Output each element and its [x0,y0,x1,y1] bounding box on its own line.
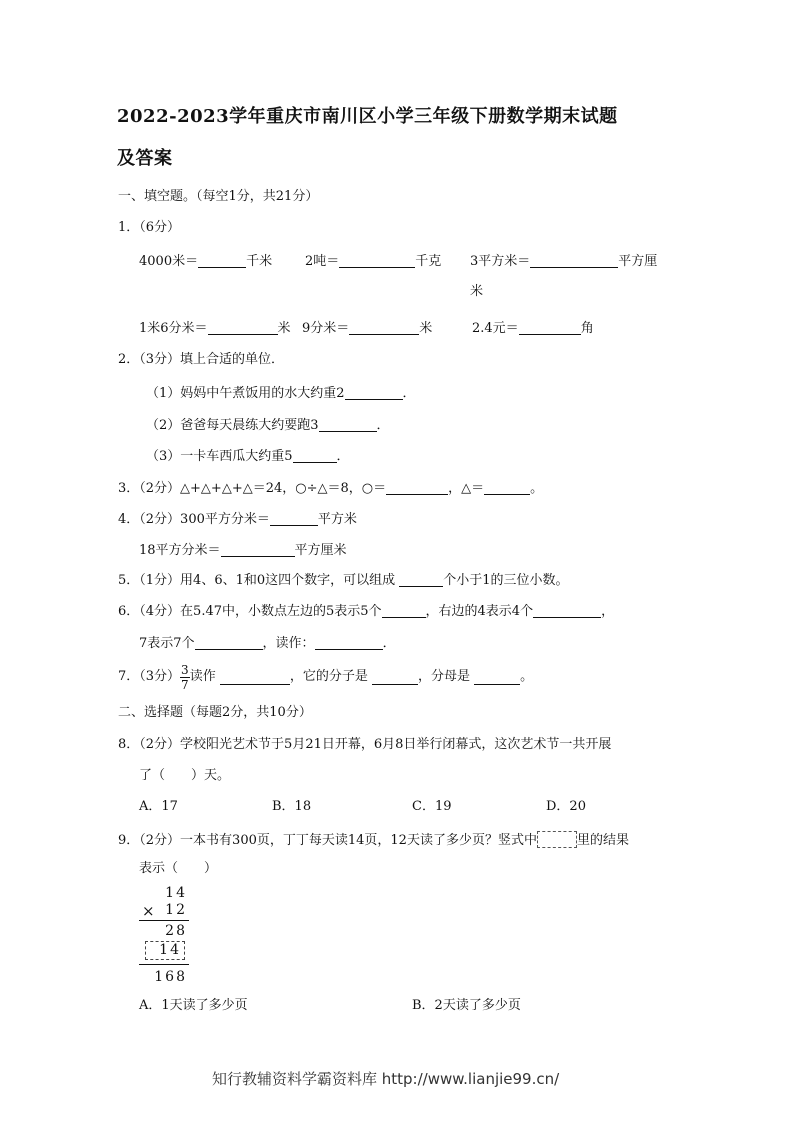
q1-item-b: 2吨＝ 千克 [305,254,442,269]
q8-option-d[interactable]: D．20 [546,799,586,814]
q8-option-c[interactable]: C．19 [412,799,452,814]
q4-line1: 4．（2分）300平方分米＝ 平方米 [118,512,357,527]
calc-product: 168 [154,969,187,985]
q5: 5．（1分）用4、6、1和0这四个数字，可以组成 个小于1的三位小数。 [118,573,569,588]
answer-blank[interactable] [270,511,318,526]
q8-line1: 8．（2分）学校阳光艺术节于5月21日开幕，6月8日举行闭幕式，这次艺术节一共开展 [118,737,612,752]
q1-item-c-wrap: 米 [470,284,484,299]
section1-heading: 一、填空题。（每空1分，共21分） [118,189,319,204]
q2-sub1: （1）妈妈中午煮饭用的水大约重2 ． [146,386,416,401]
q6-line1: 6．（4分）在5.47中，小数点左边的5表示5个 ，右边的4表示4个 ， [118,604,615,619]
q9-line2: 表示（ ） [139,861,218,876]
q2-sub3: （3）一卡车西瓜大约重5 ． [146,449,350,464]
section2-heading: 二、选择题（每题2分，共10分） [118,705,312,720]
answer-blank[interactable] [530,253,618,268]
q8-line2: 了（ ）天。 [139,768,231,783]
answer-blank[interactable] [345,385,403,400]
vertical-multiplication [139,884,189,988]
q9-option-a[interactable]: A．1天读了多少页 [139,998,248,1013]
q4-line2: 18平方分米＝ 平方厘米 [139,543,347,558]
answer-blank[interactable] [386,480,448,495]
q2-label: 2．（3分）填上合适的单位． [118,352,285,367]
answer-blank[interactable] [372,670,418,685]
footer-watermark: 知行教辅资料学霸资料库 http://www.lianjie99.cn/ [212,1070,560,1088]
answer-blank[interactable] [349,320,419,335]
answer-blank[interactable] [221,542,295,557]
answer-blank[interactable] [399,572,443,587]
page-title-line1: 2022-2023学年重庆市南川区小学三年级下册数学期末试题 [117,106,618,127]
q1-item-c: 3平方米＝ 平方厘 [470,254,658,269]
q1-item-a: 4000米＝ 千米 [139,254,273,269]
q9-option-b[interactable]: B．2天读了多少页 [412,998,521,1013]
answer-blank[interactable] [533,603,601,618]
q8-option-a[interactable]: A．17 [139,799,178,814]
multiply-sign: × [142,902,155,920]
answer-blank[interactable] [195,635,263,650]
answer-blank[interactable] [208,320,278,335]
q7: 7．（3分） $\frac{3}{7}$ 读作 ，它的分子是 ，分母是 。 [118,662,534,692]
q2-sub2: （2）爸爸每天晨练大约要跑3 ． [146,418,390,433]
answer-blank[interactable] [319,417,377,432]
dotted-box-inline [537,831,577,848]
calc-multiplier: 12 [165,902,187,918]
answer-blank[interactable] [382,603,426,618]
calc-rule [139,964,189,965]
answer-blank[interactable] [198,253,246,268]
answer-blank[interactable] [315,635,383,650]
q3: 3．（2分）△+△+△+△＝24，○÷△＝8，○＝ ，△＝ 。 [118,481,544,496]
answer-blank[interactable] [519,320,581,335]
q8-option-b[interactable]: B．18 [272,799,312,814]
calc-partial-2: 14 [159,942,181,958]
answer-blank[interactable] [293,448,337,463]
answer-blank[interactable] [220,670,290,685]
q1-label: 1．（6分） [118,220,181,235]
calc-multiplicand: 14 [165,885,187,901]
q1-item-f: 2.4元＝ 角 [472,321,594,336]
fraction: $\frac{3}{7}$ [181,662,189,692]
page-title-line2: 及答案 [117,148,173,169]
answer-blank[interactable] [474,670,520,685]
q6-line2: 7表示7个 ，读作： ． [139,636,396,651]
calc-partial-1: 28 [165,923,187,939]
q1-item-d: 1米6分米＝ 米 [139,321,291,336]
answer-blank[interactable] [484,480,530,495]
answer-blank[interactable] [339,253,415,268]
q1-item-e: 9分米＝ 米 [302,321,433,336]
calc-rule [139,920,189,921]
q9-line1: 9．（2分）一本书有300页，丁丁每天读14页，12天读了多少页？竖式中 里的结果 [118,833,629,848]
